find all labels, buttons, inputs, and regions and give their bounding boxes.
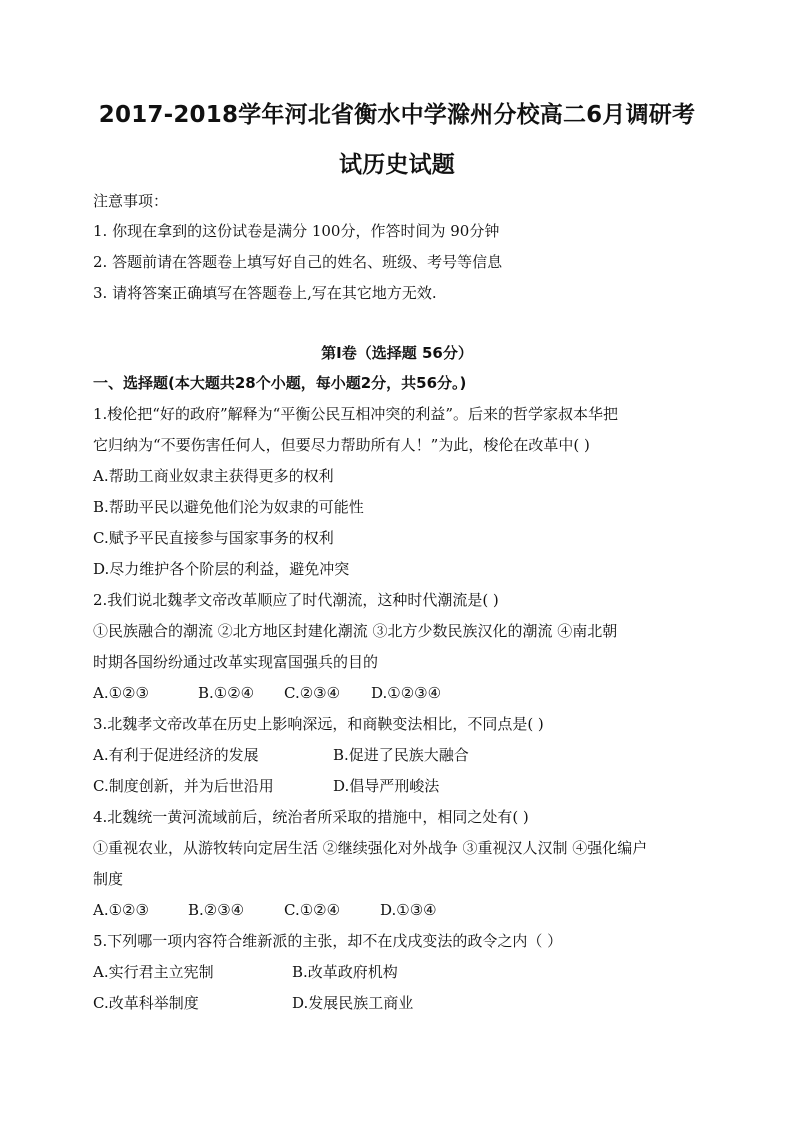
- q1-option-b: B.帮助平民以避免他们沦为奴隶的可能性: [93, 498, 364, 516]
- q2-option-b: B.①②④: [198, 684, 255, 702]
- q1-stem-line2: 它归纳为“不要伤害任何人，但要尽力帮助所有人！”为此，梭伦在改革中( ): [93, 436, 590, 454]
- q4-option-c: C.①②④: [284, 901, 341, 919]
- exam-title-line2: 试历史试题: [339, 152, 455, 178]
- q2-option-c: C.②③④: [284, 684, 341, 702]
- q4-items-line2: 制度: [93, 870, 124, 888]
- q3-stem: 3.北魏孝文帝改革在历史上影响深远，和商鞅变法相比，不同点是( ): [93, 715, 544, 733]
- q5-option-b: B.改革政府机构: [292, 963, 398, 981]
- q1-option-a: A.帮助工商业奴隶主获得更多的权利: [93, 467, 334, 485]
- q2-option-d: D.①②③④: [371, 684, 442, 702]
- exam-title-line1: 2017-2018学年河北省衡水中学滁州分校高二6月调研考: [98, 102, 696, 128]
- q2-stem: 2.我们说北魏孝文帝改革顺应了时代潮流，这种时代潮流是( ): [93, 591, 499, 609]
- q1-option-c: C.赋予平民直接参与国家事务的权利: [93, 529, 334, 547]
- q3-option-c: C.制度创新，并为后世沿用: [93, 777, 274, 795]
- section-heading: 一、选择题(本大题共28个小题，每小题2分，共56分。): [93, 374, 467, 392]
- q3-option-a: A.有利于促进经济的发展: [93, 746, 259, 764]
- q2-option-a: A.①②③: [93, 684, 149, 702]
- q3-option-d: D.倡导严刑峻法: [333, 777, 440, 795]
- q5-stem: 5.下列哪一项内容符合维新派的主张，却不在戊戌变法的政令之内（ ）: [93, 932, 563, 950]
- q3-option-b: B.促进了民族大融合: [333, 746, 469, 764]
- q2-items-line2: 时期各国纷纷通过改革实现富国强兵的目的: [93, 653, 379, 671]
- q4-stem: 4.北魏统一黄河流域前后，统治者所采取的措施中，相同之处有( ): [93, 808, 529, 826]
- notice-item-1: 1. 你现在拿到的这份试卷是满分 100分，作答时间为 90分钟: [93, 222, 500, 240]
- q1-option-d: D.尽力维护各个阶层的利益，避免冲突: [93, 560, 350, 578]
- notice-item-3: 3. 请将答案正确填写在答题卷上,写在其它地方无效.: [93, 284, 437, 302]
- q5-option-c: C.改革科举制度: [93, 994, 199, 1012]
- q4-option-b: B.②③④: [188, 901, 245, 919]
- notice-heading: 注意事项：: [93, 192, 169, 210]
- q4-option-d: D.①③④: [380, 901, 437, 919]
- q5-option-a: A.实行君主立宪制: [93, 963, 214, 981]
- q1-stem-line1: 1.梭伦把“好的政府”解释为“平衡公民互相冲突的利益”。后来的哲学家叔本华把: [93, 405, 618, 423]
- q5-option-d: D.发展民族工商业: [292, 994, 414, 1012]
- q4-items-line1: ①重视农业，从游牧转向定居生活 ②继续强化对外战争 ③重视汉人汉制 ④强化编户: [93, 839, 648, 857]
- notice-item-2: 2. 答题前请在答题卷上填写好自己的姓名、班级、考号等信息: [93, 253, 503, 271]
- q2-items-line1: ①民族融合的潮流 ②北方地区封建化潮流 ③北方少数民族汉化的潮流 ④南北朝: [93, 622, 618, 640]
- part1-header: 第I卷（选择题 56分）: [321, 344, 473, 362]
- q4-option-a: A.①②③: [93, 901, 149, 919]
